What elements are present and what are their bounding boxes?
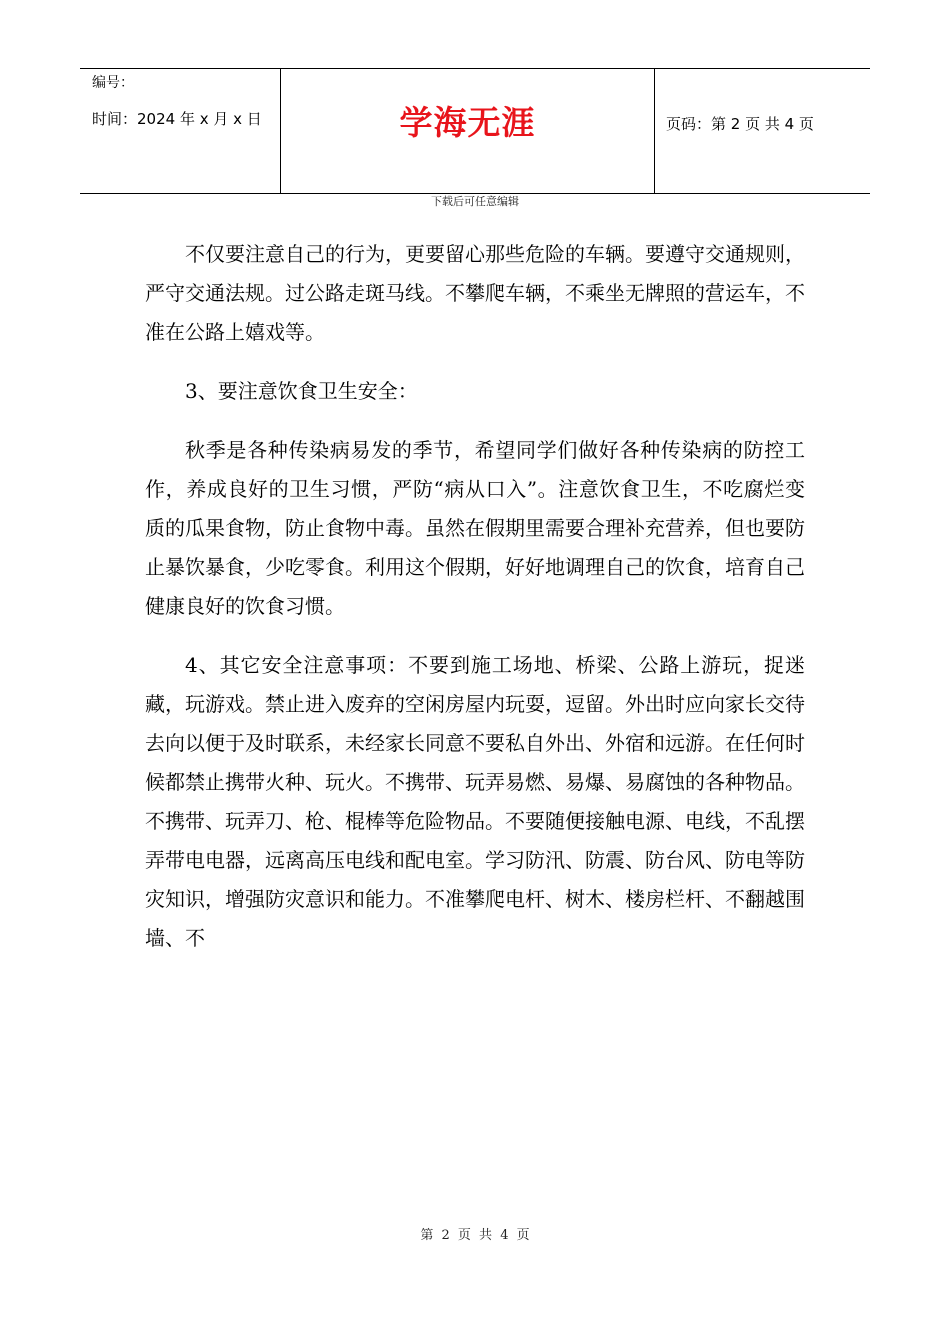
header-code-label: 编号：	[92, 75, 134, 91]
page-footer: 第 2 页 共 4 页	[420, 1228, 530, 1243]
document-body	[145, 235, 805, 958]
paragraph-traffic: 不仅要注意自己的行为，更要留心那些危险的车辆。要遵守交通规则，严守交通法规。过公路走斑马线。不攀爬车辆，不乘坐无牌照的营运车，不准在公路上嬉戏等。	[145, 242, 805, 344]
paragraph-heading-food: 3、要注意饮食卫生安全：	[185, 379, 418, 403]
header-time-label: 时间：2024 年 x 月 x 日	[92, 110, 262, 128]
header-title: 学海无涯	[399, 103, 536, 142]
document-header	[80, 68, 870, 194]
download-note: 下载后可任意编辑	[431, 195, 519, 208]
paragraph-other-safety: 4、其它安全注意事项：不要到施工场地、桥梁、公路上游玩，捉迷藏，玩游戏。禁止进入废弃的空闲房屋内玩耍，逗留。外出时应向家长交待去向以便于及时联系，未经家长同意不要私自外出、外宿和远游。在任何时候都禁止携带火种、玩火。不携带、玩弄易燃、易爆、易腐蚀的各种物品。不携带、玩弄刀、枪、棍棒等危险物品。不要随便接触电源、电线，不乱摆弄带电电器，远离高压电线和配电室。学习防汛、防震、防台风、防电等防灾知识，增强防灾意识和能力。不准攀爬电杆、树木、楼房栏杆、不翻越围墙、不	[145, 653, 805, 950]
header-divider-right	[654, 69, 655, 193]
header-page-label: 页码：第 2 页 共 4 页	[666, 115, 814, 133]
paragraph-food-safety: 秋季是各种传染病易发的季节，希望同学们做好各种传染病的防控工作，养成良好的卫生习惯，严防“病从口入”。注意饮食卫生，不吃腐烂变质的瓜果食物，防止食物中毒。虽然在假期里需要合理补充营养，但也要防止暴饮暴食，少吃零食。利用这个假期，好好地调理自己的饮食，培育自己健康良好的饮食习惯。	[145, 438, 805, 618]
